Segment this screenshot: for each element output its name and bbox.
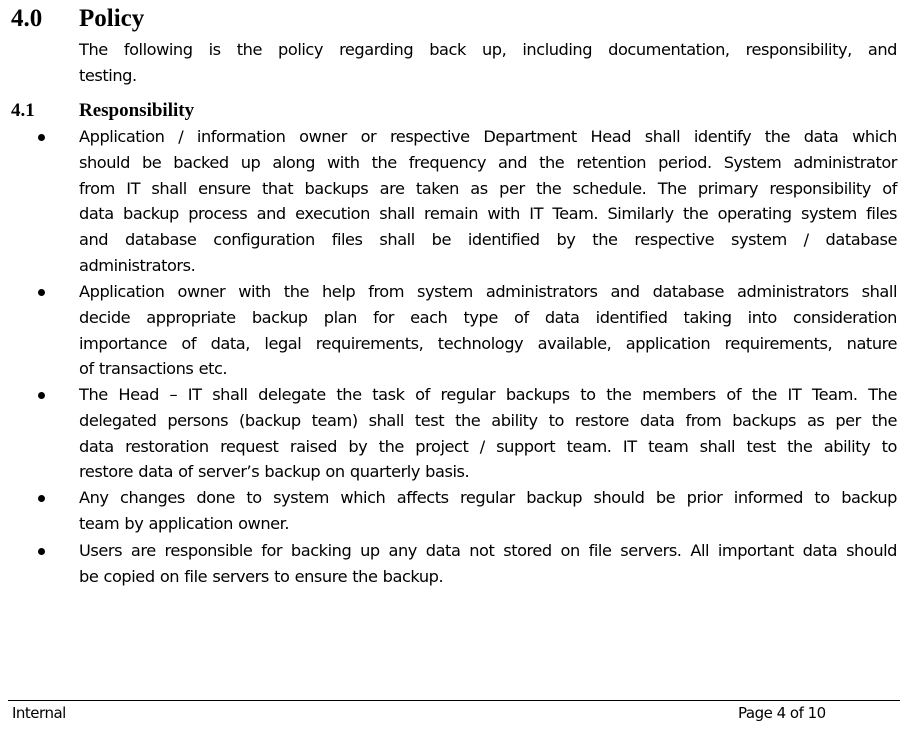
section-intro (79, 37, 897, 89)
text-line: from IT shall ensure that backups are taken as per the schedule. The primary responsibility of (79, 178, 897, 198)
intro-line: The following is the policy regarding back up, including documentation, responsibility, and (79, 40, 897, 59)
text-line: be copied on file servers to ensure the backup. (79, 566, 444, 586)
section-title: Policy (79, 5, 145, 32)
bullet-icon (38, 289, 45, 296)
list-item-text (79, 279, 897, 382)
text-line: Application / information owner or respective Department Head shall identify the data which (79, 127, 897, 146)
bullet-icon (38, 134, 45, 141)
text-line: data restoration request raised by the project / support team. IT team shall test the ability to (79, 436, 897, 456)
list-item-text (79, 124, 897, 279)
subsection-number: 4.1 (11, 100, 35, 121)
text-line: team by application owner. (79, 513, 290, 533)
text-line: delegated persons (backup team) shall test the ability to restore data from backups as per the (79, 410, 897, 430)
text-line: Any changes done to system which affects regular backup should be prior informed to backup (79, 488, 897, 507)
text-line: Users are responsible for backing up any data not stored on file servers. All important data should (79, 541, 897, 560)
list-item-text (79, 538, 897, 590)
text-line: administrators. (79, 255, 196, 275)
subsection-title: Responsibility (79, 100, 195, 121)
footer-classification: Internal (12, 704, 66, 722)
footer-page-number: Page 4 of 10 (738, 704, 826, 722)
text-line: importance of data, legal requirements, technology available, application requirements, nature (79, 333, 897, 353)
bullet-icon (38, 548, 45, 555)
text-line: The Head – IT shall delegate the task of regular backups to the members of the IT Team. The (79, 385, 897, 404)
footer-divider (8, 700, 900, 701)
list-item-text (79, 485, 897, 537)
bullet-icon (38, 495, 45, 502)
bullet-icon (38, 392, 45, 399)
text-line: and database configuration files shall be identified by the respective system / database (79, 230, 897, 250)
text-line: should be backed up along with the frequency and the retention period. System administrator (79, 152, 897, 172)
text-line: decide appropriate backup plan for each type of data identified taking into consideration (79, 307, 897, 327)
text-line: Application owner with the help from system administrators and database administrators shall (79, 282, 897, 301)
section-number: 4.0 (11, 5, 43, 32)
text-line: of transactions etc. (79, 359, 228, 379)
intro-line: testing. (79, 65, 137, 85)
text-line: restore data of server’s backup on quarterly basis. (79, 462, 470, 482)
list-item-text (79, 382, 897, 485)
text-line: data backup process and execution shall remain with IT Team. Similarly the operating system files (79, 204, 897, 224)
